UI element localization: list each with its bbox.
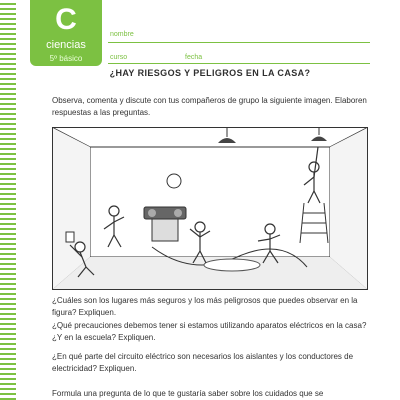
curso-fecha-field[interactable]: [108, 63, 370, 64]
water-puddle: [204, 259, 260, 271]
child-figure-1: [104, 206, 124, 247]
badge-grade: 5º básico: [49, 54, 83, 63]
stereo-icon: [144, 207, 186, 219]
fecha-label: fecha: [185, 54, 203, 61]
subject-badge: [30, 0, 102, 66]
room-illustration: [52, 127, 368, 290]
question-2: ¿Qué precauciones debemos tener si estamos utilizando aparatos eléctricos en la casa? ¿Y en la escuela? Expliquen.: [52, 321, 367, 342]
ball-icon: [167, 174, 181, 188]
wall-outlet-icon: [66, 232, 74, 242]
curso-label: curso: [110, 54, 128, 61]
question-4: Formula una pregunta de lo que te gustaría saber sobre los cuidados que se: [52, 389, 324, 398]
question-3: ¿En qué parte del circuito eléctrico son necesarios los aislantes y los conductores de electricidad? Expliquen.: [52, 352, 354, 373]
ceiling-lamp-center-icon: [218, 127, 236, 143]
ladder-icon: [300, 203, 328, 243]
question-1: ¿Cuáles son los lugares más seguros y los más peligrosos que puedes observar en la figura? Expliquen.: [52, 296, 358, 317]
table-icon: [152, 217, 178, 241]
room-back-wall: [90, 147, 330, 257]
child-on-ladder-figure: [304, 147, 320, 203]
badge-subject: ciencias: [46, 39, 86, 51]
spiral-binding: [0, 0, 20, 400]
nombre-field[interactable]: [108, 42, 370, 43]
intro-paragraph: Observa, comenta y discute con tus compañeros de grupo la siguiente imagen. Elaboren respuestas a las preguntas.: [52, 96, 367, 117]
nombre-label: nombre: [110, 31, 134, 38]
worksheet-title: ¿HAY RIESGOS Y PELIGROS EN LA CASA?: [109, 68, 311, 78]
badge-letter: C: [55, 3, 77, 36]
ceiling-lamp-right-icon: [311, 127, 327, 141]
